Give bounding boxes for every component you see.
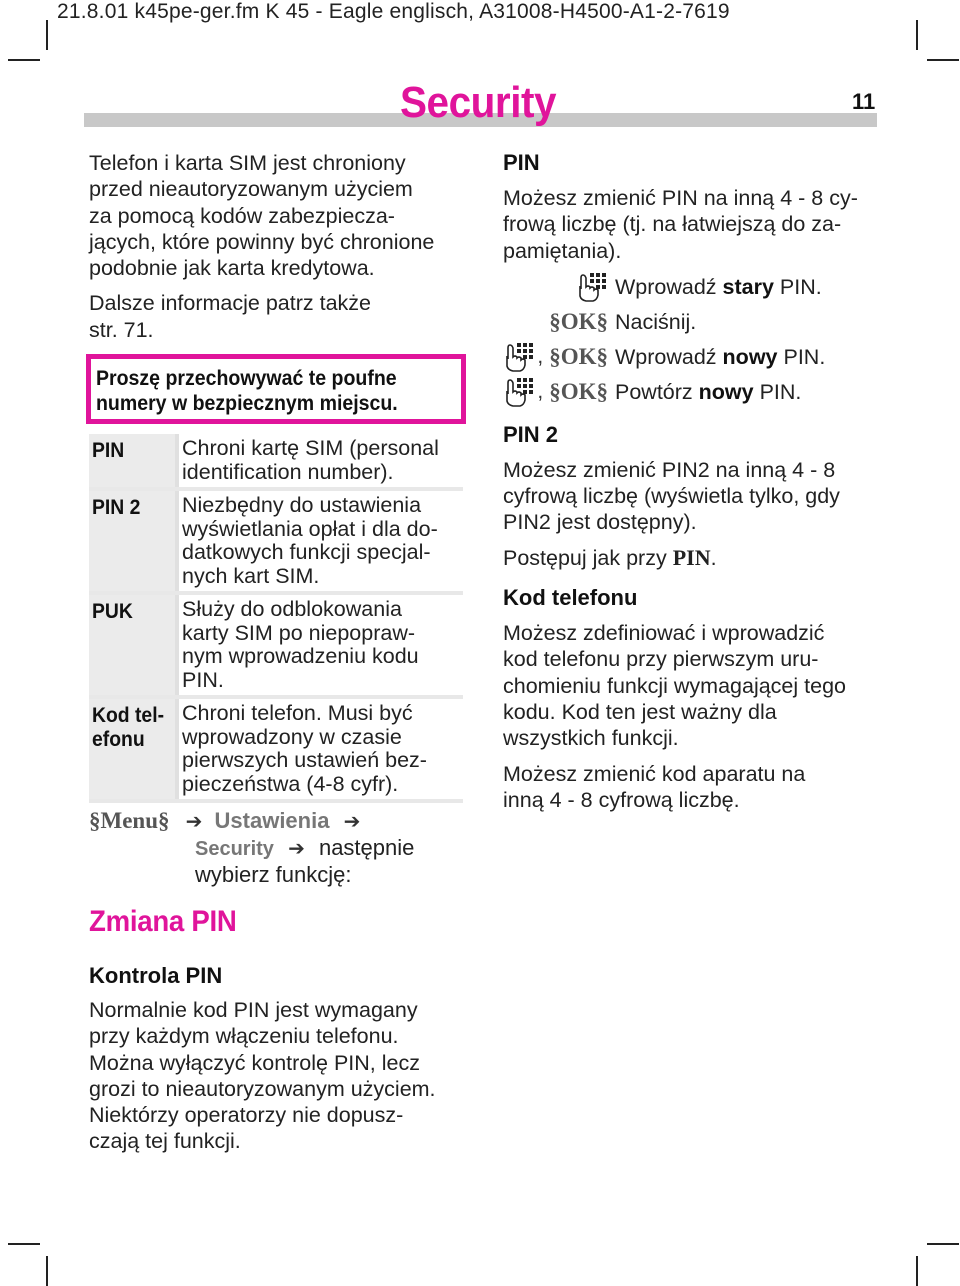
menu-path-line: [89, 835, 469, 863]
text-line: Dalsze informacje patrz także: [89, 291, 371, 316]
text-line: podobnie jak karta kredytowa.: [89, 256, 375, 281]
text-line: Możesz zmienić PIN na inną 4 - 8 cy-: [503, 186, 858, 210]
text-line: Służy do odblokowania: [182, 597, 402, 621]
intro-text: [89, 150, 469, 343]
text-line: Możesz zmienić PIN2 na inną 4 - 8: [503, 457, 836, 482]
text-line: czają tej funkcji.: [89, 1129, 241, 1154]
text-line: Proszę przechowywać te poufne: [96, 367, 397, 390]
text-line: grozi to nieautoryzowanym użyciem.: [89, 1076, 436, 1101]
crop-mark: [916, 20, 918, 50]
step-text-pre: Wprowadź: [615, 344, 723, 369]
text-line: datkowych funkcji specjal-: [182, 540, 431, 564]
menu-path-line: [89, 808, 469, 835]
text-line: Niezbędny do ustawienia: [182, 493, 422, 517]
text-line: nym wprowadzeniu kodu: [182, 644, 419, 668]
step-row: [503, 340, 883, 375]
page-number: 11: [852, 89, 876, 114]
right-column: [503, 150, 883, 813]
text-line: PIN2 jest dostępny).: [503, 510, 697, 535]
step-keys: [503, 309, 615, 335]
kontrola-pin-text: [89, 997, 479, 1155]
text-line: Niektórzy operatorzy nie dopusz-: [89, 1103, 404, 1128]
text-line: PIN.: [182, 667, 224, 692]
text-line: pieczeństwa (4-8 cyfr).: [182, 771, 399, 796]
step-text-bold: stary: [722, 274, 774, 299]
text-line: kod telefonu przy pierwszym uru-: [503, 647, 819, 672]
notice-box: [86, 354, 466, 424]
text-line: Możesz zmienić kod aparatu na: [503, 761, 806, 786]
arrow-right-icon: ➔: [343, 809, 361, 833]
step-text-pre: Wprowadź: [615, 274, 723, 299]
definition-term: [89, 434, 175, 487]
ok-key[interactable]: §OK§: [549, 309, 608, 335]
text-line: cyfrową liczbę (wyświetla tylko, gdy: [503, 484, 840, 509]
step-text-post: PIN.: [773, 274, 822, 299]
page-title: Security: [400, 78, 557, 127]
text-line: przy każdym włączeniu telefonu.: [89, 1024, 399, 1049]
term-label: Kod tel- efonu: [92, 703, 165, 751]
definition-desc: [175, 595, 463, 695]
definition-term: [89, 595, 175, 695]
step-text-post: PIN.: [753, 379, 802, 404]
table-row: [89, 699, 463, 803]
step-text-pre: Naciśnij.: [615, 309, 697, 334]
table-row: [89, 491, 463, 595]
menu-key[interactable]: §Menu§: [89, 808, 170, 833]
text-line: jących, które powinny być chronione: [89, 229, 435, 254]
section-title-zmiana-pin: Zmiana PIN: [89, 905, 237, 938]
step-text: [615, 380, 801, 405]
text-line: Normalnie kod PIN jest wymagany: [89, 998, 418, 1022]
kod-telefonu-heading: Kod telefonu: [503, 585, 638, 611]
step-text-post: PIN.: [777, 344, 826, 369]
definitions-table: [89, 434, 463, 803]
step-text-bold: nowy: [722, 344, 778, 369]
pin-steps: [503, 270, 883, 410]
definition-term: [89, 699, 175, 799]
crop-mark: [8, 59, 40, 61]
menu-path-line: [89, 862, 469, 889]
step-text-pre: Powtórz: [615, 379, 699, 404]
menu-path: [89, 808, 469, 889]
step-keys: [503, 342, 615, 372]
kod-telefonu-change: [503, 761, 883, 814]
definition-desc: [175, 491, 463, 591]
pin-heading: PIN: [503, 150, 540, 175]
arrow-right-icon: ➔: [185, 809, 203, 833]
text-line: przed nieautoryzowanym użyciem: [89, 177, 413, 202]
follow-text-end: .: [710, 545, 717, 570]
crop-mark: [8, 1243, 40, 1245]
step-text: [615, 310, 696, 335]
comma-separator: ,: [537, 345, 544, 369]
text-line: Chroni telefon. Musi być: [182, 701, 413, 725]
pin2-follow: [503, 545, 883, 571]
term-label: PIN: [92, 438, 125, 462]
text-line: wyświetlania opłat i dla do-: [182, 516, 438, 541]
step-text: [615, 345, 825, 370]
step-keys: [503, 272, 615, 302]
text-line: Telefon i karta SIM jest chroniony: [89, 151, 406, 175]
keypad-icon: [503, 342, 535, 372]
text-line: pierwszych ustawień bez-: [182, 748, 427, 772]
text-line: identification number).: [182, 459, 394, 484]
term-label: PUK: [92, 599, 133, 623]
definition-desc: [175, 699, 463, 799]
keypad-icon: [503, 377, 535, 407]
crop-mark: [927, 59, 959, 61]
text-line: wprowadzony w czasie: [182, 724, 402, 749]
step-row: [503, 270, 883, 305]
comma-separator: ,: [537, 380, 544, 404]
menu-path-tail: wybierz funkcję:: [195, 862, 352, 887]
pin2-text: [503, 457, 883, 536]
text-line: chomieniu funkcji wymagającej tego: [503, 673, 846, 698]
text-line: numery w bezpiecznym miejscu.: [96, 391, 398, 415]
table-row: [89, 434, 463, 491]
step-row: [503, 375, 883, 410]
text-line: Można wyłączyć kontrolę PIN, lecz: [89, 1050, 420, 1075]
table-row: [89, 595, 463, 699]
text-line: Możesz zdefiniować i wprowadzić: [503, 621, 825, 646]
definition-term: [89, 491, 175, 591]
notice-text: [96, 367, 463, 416]
ok-key[interactable]: §OK§: [549, 379, 608, 405]
crop-mark: [916, 1256, 918, 1286]
step-row: [503, 305, 883, 340]
text-line: frową liczbę (tj. na łatwiejszą do za-: [503, 212, 842, 237]
step-keys: [503, 377, 615, 407]
text-line: karty SIM po niepopraw-: [182, 620, 416, 645]
intro-paragraph: [89, 150, 469, 281]
keypad-icon: [576, 272, 608, 302]
text-line: kodu. Kod ten jest ważny dla: [503, 699, 777, 724]
crop-mark: [927, 1243, 959, 1245]
menu-path-tail: następnie: [318, 834, 415, 860]
running-header: 21.8.01 k45pe-ger.fm K 45 - Eagle englisch, A31008-H4500-A1-2-7619: [57, 0, 730, 23]
more-info-paragraph: [89, 290, 469, 343]
kod-telefonu-text: [503, 620, 883, 751]
term-label: PIN 2: [92, 495, 141, 519]
follow-text: Postępuj jak przy: [503, 545, 673, 570]
step-text: [615, 275, 822, 300]
menu-item-ustawienia[interactable]: Ustawienia: [214, 808, 330, 833]
crop-mark: [46, 1256, 48, 1286]
text-line: wszystkich funkcji.: [503, 726, 679, 751]
kontrola-pin-heading: Kontrola PIN: [89, 963, 223, 988]
text-line: str. 71.: [89, 317, 154, 342]
pin2-heading: PIN 2: [503, 421, 559, 447]
text-line: inną 4 - 8 cyfrową liczbę.: [503, 787, 740, 812]
text-line: nych kart SIM.: [182, 563, 320, 588]
pin-text: [503, 185, 883, 264]
definition-desc: [175, 434, 463, 487]
text-line: Chroni kartę SIM (personal: [182, 436, 439, 460]
ok-key[interactable]: §OK§: [549, 344, 608, 370]
crop-mark: [46, 20, 48, 50]
arrow-right-icon: ➔: [288, 835, 305, 860]
step-text-bold: nowy: [698, 379, 754, 404]
menu-item-security[interactable]: Security: [195, 837, 274, 860]
text-line: za pomocą kodów zabezpiecza-: [89, 203, 395, 228]
kontrola-pin-block: [89, 963, 479, 1155]
text-line: pamiętania).: [503, 238, 622, 263]
pin-key: PIN: [672, 544, 711, 570]
